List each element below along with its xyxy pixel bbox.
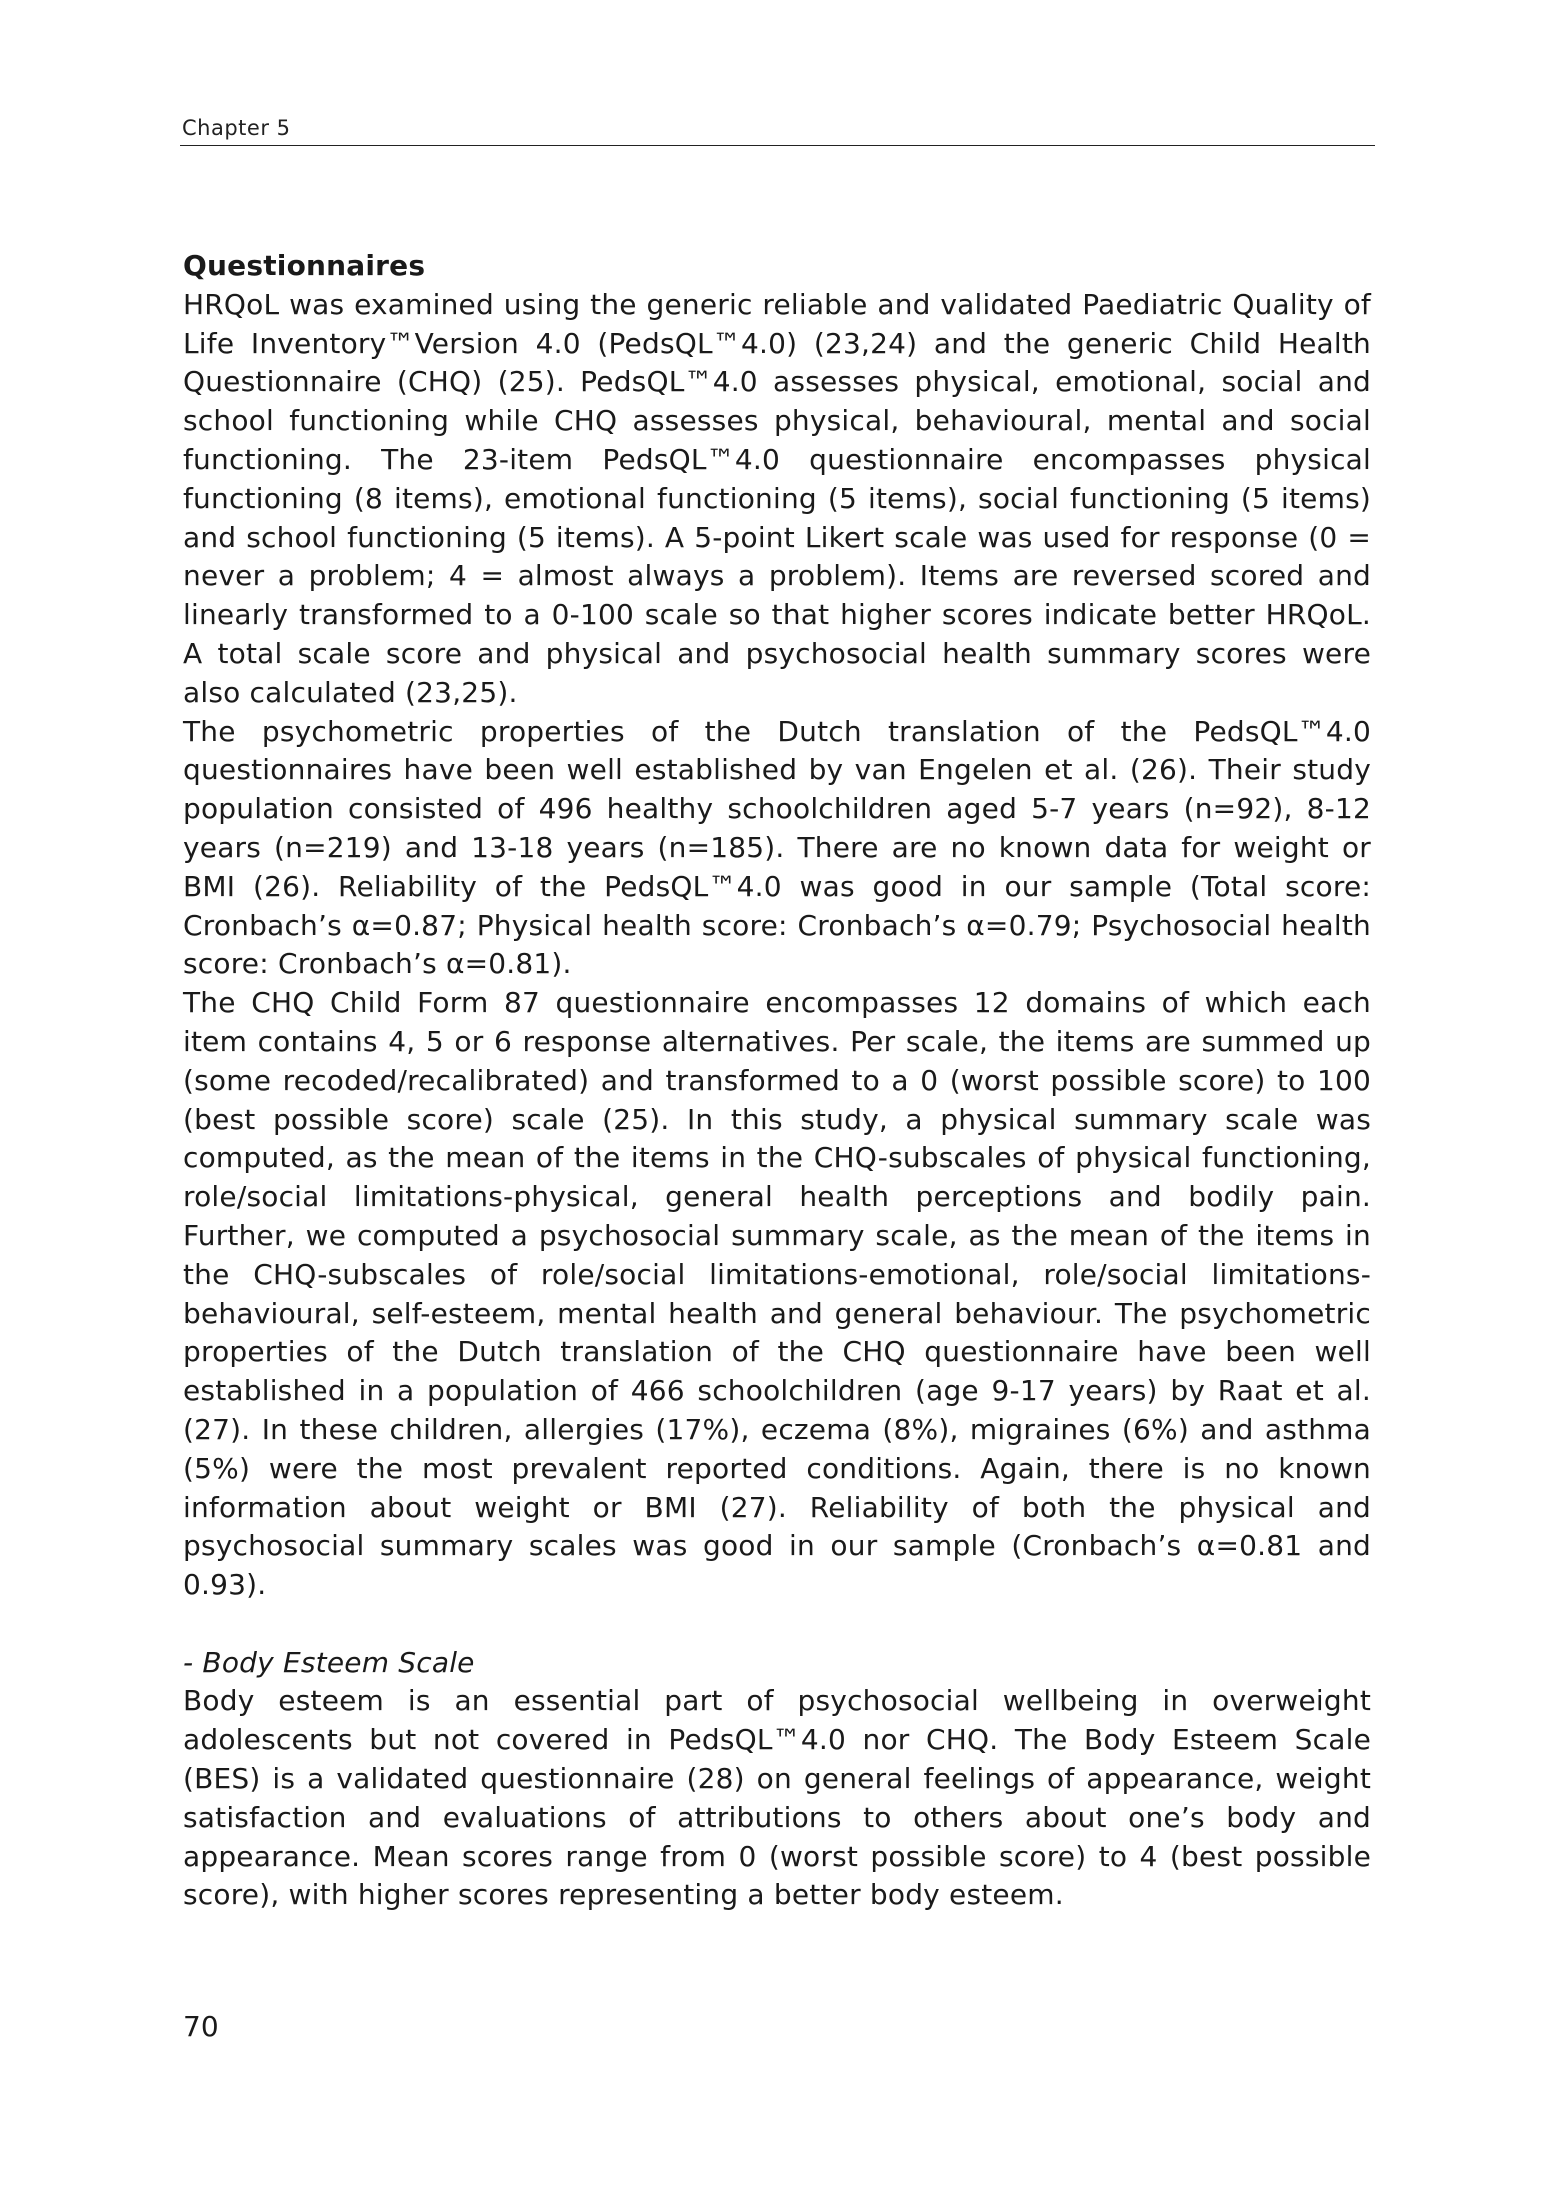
paragraph-pedsql-properties: The psychometric properties of the Dutch translation of the PedsQL™4.0 questionnaires have been well established by van Engelen et al. (26). Their study population consisted of 496 healthy schoolchildren aged 5-7 years (n=92), 8-12 years (n=219) and 13-18 years (n=185). There are no known data for weight or BMI (26). Reliability of the PedsQL™4.0 was good in our sample (Total score: Cronbach’s α=0.87; Physical health score: Cronbach’s α=0.79; Psychosocial health score: Cronbach’s α=0.81).: [183, 714, 1371, 981]
paragraph-hrqol: HRQoL was examined using the generic reliable and validated Paediatric Quality of Life Inventory™Version 4.0 (PedsQL™4.0) (23,24) and the generic Child Health Questionnaire (CHQ) (25). PedsQL™4.0 assesses physical, emotional, social and school functioning while CHQ assesses physical, behavioural, mental and social functioning. The 23-item PedsQL™4.0 questionnaire encompasses physical functioning (8 items), emotional functioning (5 items), social functioning (5 items) and school functioning (5 items). A 5-point Likert scale was used for response (0 = never a problem; 4 = almost always a problem). Items are reversed scored and linearly transformed to a 0-100 scale so that higher scores indicate better HRQoL. A total scale score and physical and psychosocial health summary scores were also calculated (23,25).: [183, 287, 1371, 709]
running-header: [180, 116, 1375, 146]
page-number: 70: [183, 2010, 219, 2043]
subsection-heading: - Body Esteem Scale: [183, 1645, 475, 1679]
paragraph-chq: The CHQ Child Form 87 questionnaire encompasses 12 domains of which each item contains 4, 5 or 6 response alternatives. Per scale, the items are summed up (some recoded/recalibrated) and transformed to a 0 (worst possible score) to 100 (best possible score) scale (25). In this study, a physical summary scale was computed, as the mean of the items in the CHQ-subscales of physical functioning, role/social limitations-physical, general health perceptions and bodily pain. Further, we computed a psychosocial summary scale, as the mean of the items in the CHQ-subscales of role/social limitations-emotional, role/social limitations-behavioural, self-esteem, mental health and general behaviour. The psychometric properties of the Dutch translation of the CHQ questionnaire have been well established in a population of 466 schoolchildren (age 9-17 years) by Raat et al. (27). In these children, allergies (17%), eczema (8%), migraines (6%) and asthma (5%) were the most prevalent reported conditions. Again, there is no known information about weight or BMI (27). Reliability of both the physical and psychosocial summary scales was good in our sample (Cronbach’s α=0.81 and 0.93).: [183, 986, 1371, 1602]
header-rule: [180, 145, 1375, 146]
paragraph-body-esteem: Body esteem is an essential part of psychosocial wellbeing in overweight adolescents but not covered in PedsQL™4.0 nor CHQ. The Body Esteem Scale (BES) is a validated questionnaire (28) on general feelings of appearance, weight satisfaction and evaluations of attributions to others about one’s body and appearance. Mean scores range from 0 (worst possible score) to 4 (best possible score), with higher scores representing a better body esteem.: [183, 1684, 1371, 1912]
chapter-label: Chapter 5: [182, 116, 291, 140]
page-content: [183, 247, 1371, 1915]
section-heading: Questionnaires: [183, 249, 426, 282]
